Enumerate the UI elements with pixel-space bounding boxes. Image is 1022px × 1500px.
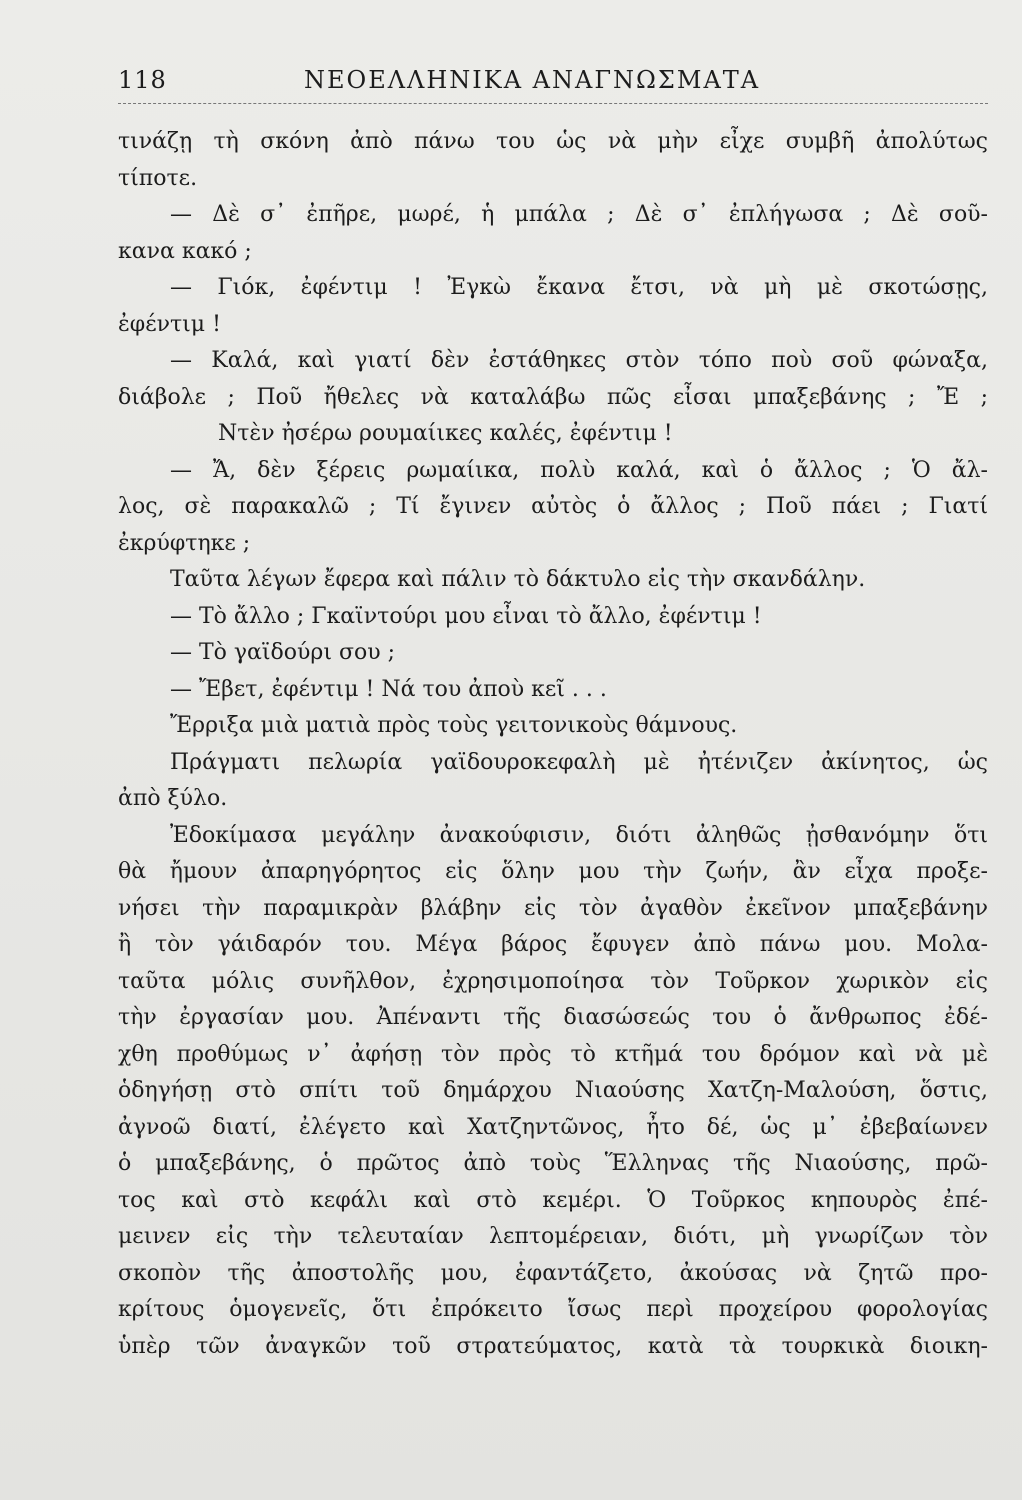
- text-line: — Τὸ γαϊδούρι σου ;: [170, 640, 395, 665]
- text-line: χθη προθύμως ν᾽ ἀφήσῃ τὸν πρὸς τὸ κτῆμά του δρόμον καὶ νὰ μὲ: [118, 1041, 988, 1067]
- page-number: 118: [118, 66, 167, 94]
- text-line: μεινεν εἰς τὴν τελευταίαν λεπτομέρειαν, διότι, μὴ γνωρίζων τὸν: [118, 1224, 988, 1249]
- text-line: Πράγματι πελωρία γαϊδουροκεφαλὴ μὲ ἠτένιζεν ἀκίνητος, ὡς: [170, 749, 988, 775]
- text-line: τινάζῃ τὴ σκόνη ἀπὸ πάνω του ὡς νὰ μὴν εἶχε συμβῆ ἀπολύτως: [118, 129, 988, 154]
- text-line: θὰ ἤμουν ἀπαρηγόρητος εἰς ὅλην μου τὴν ζωήν, ἂν εἶχα προξε-: [118, 859, 988, 884]
- text-line: ἢ τὸν γάιδαρόν του. Μέγα βάρος ἔφυγεν ἀπὸ πάνω μου. Μολα-: [118, 932, 988, 957]
- text-line: ταῦτα μόλις συνῆλθον, ἐχρησιμοποίησα τὸν Τοῦρκον χωρικὸν εἰς: [118, 968, 988, 994]
- text-line: διάβολε ; Ποῦ ἤθελες νὰ καταλάβω πῶς εἶσαι μπαξεβάνης ; Ἔ ;: [118, 384, 988, 410]
- running-title: ΝΕΟΕΛΛΗΝΙΚΑ ΑΝΑΓΝΩΣΜΑΤΑ: [304, 66, 761, 94]
- body-text: [118, 124, 988, 1365]
- header-rule: [118, 103, 988, 104]
- text-line: ὑπὲρ τῶν ἀναγκῶν τοῦ στρατεύματος, κατὰ τὰ τουρκικὰ διοικη-: [118, 1333, 988, 1359]
- text-line: Ταῦτα λέγων ἔφερα καὶ πάλιν τὸ δάκτυλο εἰς τὴν σκανδάλην.: [170, 567, 866, 592]
- text-line: ἀγνοῶ διατί, ἐλέγετο καὶ Χατζηντῶνος, ἦτο δέ, ὡς μ᾽ ἐβεβαίωνεν: [118, 1114, 988, 1140]
- text-line: τὴν ἐργασίαν μου. Ἀπέναντι τῆς διασώσεώς του ὁ ἄνθρωπος ἐδέ-: [118, 1005, 988, 1030]
- text-line: ἐφέντιμ !: [118, 311, 221, 337]
- text-line: — Ἔβετ, ἐφέντιμ ! Νά του ἀποὺ κεῖ . . .: [170, 676, 607, 702]
- text-line: λος, σὲ παρακαλῶ ; Τί ἔγινεν αὐτὸς ὁ ἄλλος ; Ποῦ πάει ; Γιατί: [118, 494, 988, 519]
- text-line: ἀπὸ ξύλο.: [118, 786, 228, 811]
- text-line: κανα κακό ;: [118, 238, 252, 264]
- text-line: Ἔρριξα μιὰ ματιὰ πρὸς τοὺς γειτονικοὺς θάμνους.: [170, 713, 738, 738]
- text-line: — Γιόκ, ἐφέντιμ ! Ἐγκὼ ἔκανα ἔτσι, νὰ μὴ μὲ σκοτώσῃς,: [170, 275, 988, 300]
- text-line: Ντὲν ἠσέρω ρουμαίικες καλές, ἐφέντιμ !: [218, 421, 673, 446]
- text-line: ὁ μπαξεβάνης, ὁ πρῶτος ἀπὸ τοὺς Ἕλληνας τῆς Νιαούσης, πρῶ-: [118, 1151, 988, 1176]
- text-line: τος καὶ στὸ κεφάλι καὶ στὸ κεμέρι. Ὁ Τοῦρκος κηπουρὸς ἐπέ-: [118, 1187, 988, 1213]
- text-line: — Τὸ ἄλλο ; Γκαϊντούρι μου εἶναι τὸ ἄλλο, ἐφέντιμ !: [170, 603, 762, 629]
- text-line: νήσει τὴν παραμικρὰν βλάβην εἰς τὸν ἀγαθὸν ἐκεῖνον μπαξεβάνην: [118, 895, 988, 921]
- text-line: — Ἄ, δὲν ξέρεις ρωμαίικα, πολὺ καλά, καὶ ὁ ἄλλος ; Ὁ ἄλ-: [170, 457, 988, 483]
- page-header: [118, 62, 988, 100]
- text-line: — Δὲ σ᾽ ἐπῆρε, μωρέ, ἡ μπάλα ; Δὲ σ᾽ ἐπλήγωσα ; Δὲ σοῦ-: [170, 202, 988, 227]
- text-line: — Καλά, καὶ γιατί δὲν ἐστάθηκες στὸν τόπο ποὺ σοῦ φώναξα,: [170, 348, 988, 373]
- text-line: κρίτους ὁμογενεῖς, ὅτι ἐπρόκειτο ἴσως περὶ προχείρου φορολογίας: [118, 1297, 988, 1322]
- text-line: ἐκρύφτηκε ;: [118, 530, 251, 556]
- text-line: ὁδηγήσῃ στὸ σπίτι τοῦ δημάρχου Νιαούσης Χατζη-Μαλούση, ὅστις,: [118, 1078, 988, 1103]
- text-line: σκοπὸν τῆς ἀποστολῆς μου, ἐφαντάζετο, ἀκούσας νὰ ζητῶ προ-: [118, 1260, 988, 1286]
- text-line: Ἐδοκίμασα μεγάλην ἀνακούφισιν, διότι ἀληθῶς ᾐσθανόμην ὅτι: [170, 822, 988, 848]
- text-line: τίποτε.: [118, 165, 198, 191]
